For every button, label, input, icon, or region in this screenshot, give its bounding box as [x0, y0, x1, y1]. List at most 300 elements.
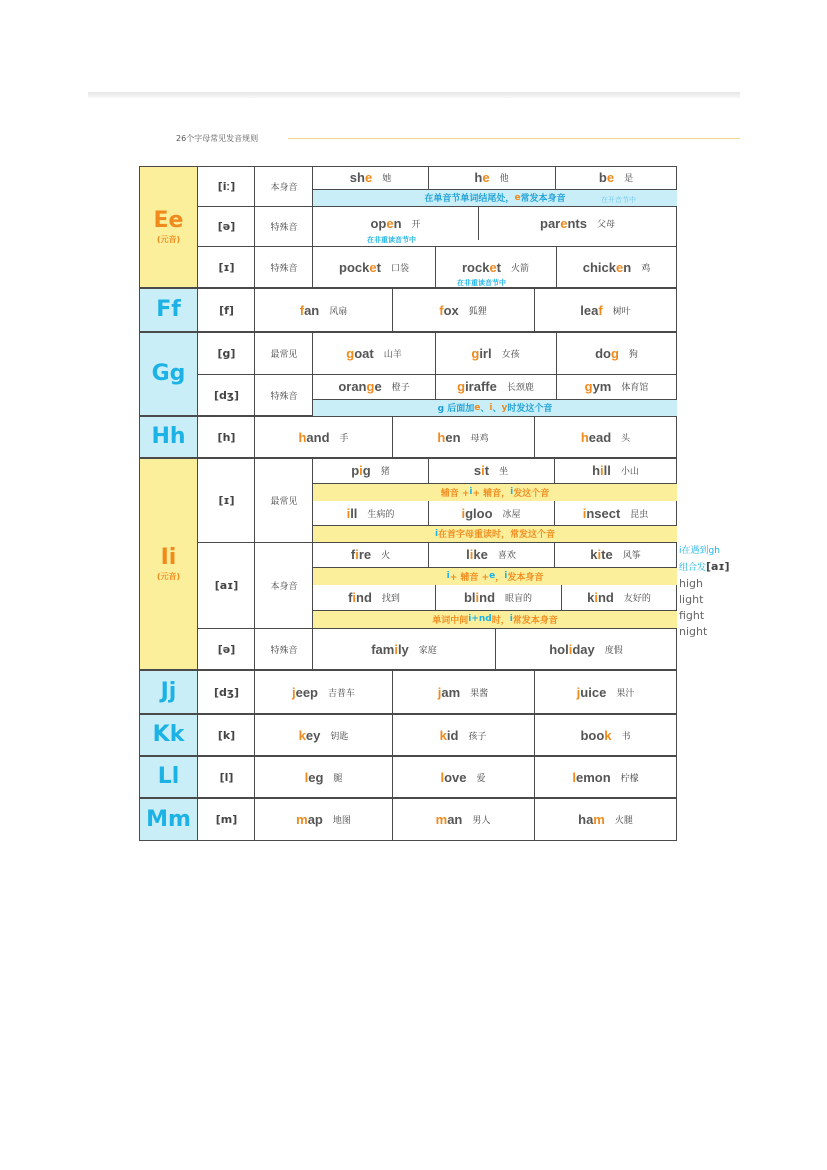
- rule-note: 在开音节中: [601, 196, 636, 204]
- highlighted-letter: i: [461, 505, 466, 521]
- chinese-meaning: 父母: [596, 219, 615, 230]
- english-word: fan: [299, 302, 320, 318]
- highlighted-letter: m: [296, 812, 308, 827]
- english-word: kid: [439, 727, 459, 743]
- word-example: [313, 374, 435, 399]
- band-text: 、: [480, 404, 490, 414]
- band-text: ，: [495, 572, 505, 583]
- chinese-meaning: 是: [624, 174, 634, 184]
- band-text: 在首字母重读时，常发这个音: [438, 530, 556, 540]
- ipa-symbol: [m]: [215, 813, 238, 826]
- chinese-meaning: 口袋: [390, 263, 409, 274]
- english-word: holiday: [549, 641, 595, 657]
- word-example: [554, 542, 677, 567]
- highlighted-letter: j: [437, 684, 442, 700]
- highlighted-letter: i: [600, 463, 604, 478]
- grid-line: [534, 714, 535, 756]
- grid-line: [428, 458, 429, 483]
- chinese-meaning: 山羊: [383, 349, 402, 360]
- chinese-meaning: 吉普车: [328, 688, 356, 699]
- grid-line: [392, 798, 393, 841]
- highlighted-letter: l: [440, 769, 445, 785]
- word-example: [255, 416, 392, 458]
- word-example: [392, 714, 534, 756]
- word-example: [554, 501, 677, 525]
- word-example: [554, 458, 677, 483]
- word-example: [534, 714, 677, 756]
- grid-line: [139, 332, 140, 416]
- word-example: [313, 585, 435, 610]
- side-note-word: high: [679, 577, 703, 590]
- chinese-meaning: 男人: [472, 816, 491, 826]
- highlighted-letter: i: [346, 505, 351, 521]
- grid-line: [534, 670, 535, 714]
- grid-line: [555, 166, 556, 189]
- word-example: [428, 542, 554, 567]
- grid-line: [554, 501, 555, 525]
- grid-line: [139, 458, 140, 670]
- word-example: [561, 585, 677, 610]
- highlighted-letter: i: [394, 641, 398, 657]
- grid-line: [392, 714, 393, 756]
- english-word: leaf: [580, 302, 603, 318]
- letter-glyph: Kk: [152, 722, 185, 747]
- english-word: find: [348, 590, 372, 605]
- highlighted-letter: e: [369, 259, 377, 275]
- grid-line: [534, 756, 535, 798]
- english-word: head: [580, 429, 612, 445]
- highlighted-letter: i: [597, 547, 602, 562]
- word-example: [556, 246, 677, 288]
- chinese-meaning: 火腿: [614, 816, 633, 826]
- word-example: [428, 166, 555, 189]
- letter-glyph: Mm: [146, 806, 191, 832]
- chinese-meaning: 小山: [620, 467, 639, 477]
- word-example: [313, 628, 495, 670]
- chinese-meaning: 爱: [476, 773, 486, 784]
- chinese-meaning: 果酱: [470, 688, 489, 699]
- grid-line: [534, 798, 535, 841]
- band-text: 、: [492, 404, 502, 414]
- highlighted-letter: i: [469, 547, 474, 562]
- grid-line: [554, 458, 555, 483]
- chinese-meaning: 长颈鹿: [506, 383, 534, 393]
- sound-type: 最常见: [270, 349, 298, 360]
- grid-line: [534, 416, 535, 458]
- word-example: [255, 670, 392, 714]
- highlighted-letter: h: [580, 429, 589, 445]
- side-note-text: 组合发: [679, 563, 707, 573]
- word-example: [255, 714, 392, 756]
- side-note-word: light: [679, 593, 704, 606]
- band-text: 发本身音: [507, 572, 544, 583]
- grid-line: [435, 585, 436, 610]
- letter-cell: [139, 288, 198, 332]
- band-text: i: [434, 528, 439, 539]
- heading-underline: [288, 138, 740, 139]
- letter-glyph: Jj: [160, 679, 177, 704]
- highlighted-letter: i: [582, 505, 587, 521]
- ipa-symbol: [h]: [217, 430, 236, 444]
- word-example: [392, 798, 534, 841]
- highlighted-letter: e: [364, 170, 373, 185]
- chinese-meaning: 友好的: [623, 594, 651, 604]
- chinese-meaning: 火: [381, 551, 391, 561]
- english-word: sit: [473, 463, 490, 478]
- english-word: jam: [437, 684, 461, 700]
- letter-cell: [139, 714, 198, 756]
- english-word: juice: [576, 684, 607, 700]
- word-example: [428, 458, 554, 483]
- grid-line: [435, 374, 436, 399]
- chinese-meaning: 书: [621, 731, 631, 742]
- band-text: i: [510, 487, 514, 497]
- english-word: dog: [595, 345, 619, 361]
- word-example: [313, 332, 435, 374]
- band-text: + 辅音，: [472, 488, 511, 499]
- english-word: fox: [439, 302, 459, 318]
- band-text: i: [489, 402, 493, 413]
- chinese-meaning: 他: [499, 174, 509, 184]
- ipa-symbol: [f]: [219, 303, 234, 317]
- grid-line: [139, 288, 140, 332]
- page-top-divider: [88, 92, 740, 98]
- ipa-symbol: [dʒ]: [214, 388, 239, 402]
- band-text: y: [501, 402, 508, 413]
- sound-type: 特殊音: [270, 222, 298, 233]
- sound-type: 特殊音: [270, 645, 298, 656]
- chinese-meaning: 狐狸: [468, 306, 487, 317]
- ipa-symbol: [ə]: [217, 642, 236, 656]
- letter-cell: [139, 166, 198, 288]
- highlighted-letter: j: [291, 684, 296, 700]
- chinese-meaning: 柠檬: [620, 773, 639, 784]
- band-text: 时发这个音: [507, 404, 553, 414]
- band-text: 常发本身音: [520, 194, 566, 204]
- english-word: girl: [471, 345, 492, 361]
- word-example: [556, 374, 677, 399]
- english-word: goat: [346, 345, 374, 361]
- band-text: e: [514, 192, 521, 203]
- letter-cell: [139, 458, 198, 670]
- grid-line: [435, 332, 436, 374]
- grid-line: [428, 542, 429, 567]
- highlighted-letter: e: [489, 259, 497, 275]
- english-word: igloo: [461, 505, 493, 521]
- english-word: insect: [582, 505, 621, 521]
- band-text: 发这个音: [513, 488, 550, 499]
- grid-line: [139, 166, 140, 288]
- grid-line: [313, 399, 677, 400]
- highlighted-letter: i: [568, 641, 573, 657]
- english-word: kind: [587, 590, 614, 605]
- word-example: [495, 628, 677, 670]
- english-word: key: [298, 727, 321, 743]
- grid-line: [139, 416, 140, 458]
- sound-type: 特殊音: [270, 391, 298, 402]
- grid-line: [495, 628, 496, 670]
- word-example: [534, 670, 677, 714]
- word-example: [255, 288, 392, 332]
- chinese-meaning: 树叶: [612, 306, 631, 317]
- letter-cell: [139, 756, 198, 798]
- vowel-tag: (元音): [156, 571, 181, 581]
- chinese-meaning: 家庭: [418, 645, 437, 656]
- highlighted-letter: i: [475, 590, 480, 605]
- grid-line: [428, 501, 429, 525]
- gh-side-note: [679, 543, 730, 640]
- highlighted-letter: i: [352, 590, 357, 605]
- word-example: [428, 501, 554, 525]
- sound-type: 特殊音: [270, 263, 298, 274]
- side-note-line: i在遇到gh: [679, 546, 720, 556]
- english-word: kite: [590, 547, 613, 562]
- grid-line: [534, 288, 535, 332]
- ipa-symbol: [g]: [217, 346, 236, 360]
- letter-glyph: Ee: [153, 207, 184, 233]
- sound-type: 本身音: [270, 182, 298, 193]
- chinese-meaning: 火箭: [511, 263, 530, 274]
- word-example: [313, 501, 428, 525]
- band-text: + 辅音 +: [449, 572, 490, 583]
- highlighted-letter: f: [299, 302, 305, 318]
- letter-glyph: Gg: [151, 361, 186, 386]
- rule-band: [313, 610, 677, 628]
- highlighted-letter: e: [386, 215, 394, 231]
- highlighted-letter: l: [572, 769, 576, 785]
- word-example: [255, 798, 392, 841]
- letter-glyph: Ll: [157, 764, 180, 789]
- english-word: fire: [350, 547, 372, 562]
- english-word: open: [370, 215, 402, 231]
- rule-note: 在非重读音节中: [457, 279, 506, 287]
- word-example: [392, 670, 534, 714]
- highlighted-letter: e: [560, 215, 568, 231]
- english-word: be: [598, 170, 615, 185]
- english-word: giraffe: [457, 379, 497, 394]
- english-word: leg: [304, 769, 324, 785]
- english-word: blind: [463, 590, 496, 605]
- grid-line: [435, 246, 436, 288]
- ipa-symbol: [l]: [219, 770, 234, 784]
- english-word: family: [371, 641, 409, 657]
- word-example: [534, 756, 677, 798]
- sound-type: 本身音: [270, 581, 298, 592]
- grid-line: [313, 567, 677, 568]
- word-example: [534, 288, 677, 332]
- highlighted-letter: h: [437, 429, 446, 445]
- band-text: 时，: [491, 615, 510, 626]
- side-note-word: fight: [679, 609, 705, 622]
- grid-line: [313, 189, 677, 190]
- word-example: [556, 332, 677, 374]
- english-word: gym: [584, 379, 612, 394]
- grid-line: [556, 374, 557, 399]
- band-text: e: [474, 402, 481, 413]
- highlighted-letter: k: [439, 727, 447, 743]
- chinese-meaning: 地图: [332, 816, 351, 826]
- word-example: [392, 288, 534, 332]
- english-word: hill: [592, 463, 611, 478]
- chinese-meaning: 坐: [499, 467, 509, 477]
- grid-line: [313, 483, 677, 484]
- letter-glyph: Ii: [160, 544, 177, 570]
- letter-cell: [139, 798, 198, 841]
- side-note-line: [679, 559, 730, 576]
- page-heading: 26个字母常见发音规则: [176, 134, 259, 143]
- highlighted-letter: g: [584, 379, 593, 394]
- rule-band: [313, 483, 677, 501]
- chinese-meaning: 腿: [333, 773, 343, 784]
- chinese-meaning: 风扇: [329, 306, 348, 317]
- highlighted-letter: l: [304, 769, 309, 785]
- grid-line: [392, 756, 393, 798]
- highlighted-letter: g: [457, 379, 466, 394]
- english-word: hen: [437, 429, 461, 445]
- grid-line: [556, 332, 557, 374]
- word-example: [392, 416, 534, 458]
- ipa-symbol: [ɪ]: [218, 260, 235, 274]
- chinese-meaning: 手: [339, 433, 349, 444]
- side-note-ipa: [aɪ]: [706, 560, 730, 573]
- highlighted-letter: f: [598, 302, 603, 318]
- rule-band: [313, 399, 677, 416]
- highlighted-letter: e: [606, 170, 615, 185]
- side-note-word: night: [679, 625, 708, 638]
- grid-line: [139, 798, 140, 841]
- phonics-table: [139, 166, 677, 841]
- letter-glyph: Hh: [151, 424, 186, 449]
- letter-cell: [139, 416, 198, 458]
- grid-line: [392, 670, 393, 714]
- grid-line: [561, 585, 562, 610]
- english-word: pig: [351, 463, 371, 478]
- chinese-meaning: 冰屋: [502, 509, 521, 520]
- english-word: he: [474, 170, 490, 185]
- chinese-meaning: 喜欢: [497, 551, 516, 561]
- english-word: book: [580, 727, 612, 743]
- grid-line: [313, 610, 677, 611]
- band-text: e: [489, 571, 496, 581]
- band-text: i: [446, 571, 450, 581]
- grid-line: [428, 166, 429, 189]
- word-example: [534, 416, 677, 458]
- highlighted-letter: g: [366, 379, 375, 394]
- word-example: [313, 458, 428, 483]
- ipa-symbol: [ə]: [217, 219, 236, 233]
- ipa-symbol: [aɪ]: [214, 578, 239, 592]
- word-example: [534, 798, 677, 841]
- english-word: chicken: [582, 259, 632, 275]
- band-text: 单词中间: [432, 615, 469, 626]
- chinese-meaning: 狗: [628, 349, 638, 360]
- highlighted-letter: h: [298, 429, 307, 445]
- band-text: 辅音 +: [440, 488, 470, 499]
- english-word: man: [435, 812, 463, 827]
- highlighted-letter: f: [439, 302, 444, 318]
- chinese-meaning: 果汁: [616, 688, 635, 699]
- highlighted-letter: g: [471, 345, 480, 361]
- word-example: [313, 246, 435, 288]
- word-example: [435, 332, 556, 374]
- word-example: [555, 166, 677, 189]
- chinese-meaning: 头: [621, 433, 631, 444]
- word-example: [478, 206, 677, 240]
- chinese-meaning: 昆虫: [630, 509, 649, 520]
- highlighted-letter: k: [604, 727, 612, 743]
- highlighted-letter: i: [481, 463, 485, 478]
- grid-line: [556, 246, 557, 288]
- word-example: [392, 756, 534, 798]
- band-text: 常发本身音: [512, 615, 558, 626]
- chinese-meaning: 她: [382, 174, 392, 184]
- english-word: lemon: [572, 769, 611, 785]
- word-example: [435, 374, 556, 399]
- english-word: she: [349, 170, 373, 185]
- letter-cell: [139, 670, 198, 714]
- english-word: ill: [346, 505, 358, 521]
- highlighted-letter: j: [576, 684, 581, 700]
- chinese-meaning: 鸡: [641, 263, 651, 274]
- chinese-meaning: 风筝: [622, 551, 641, 561]
- grid-line: [139, 670, 140, 714]
- band-text: 在单音节单词结尾处，: [424, 194, 515, 204]
- band-text: i+nd: [468, 614, 492, 624]
- highlighted-letter: e: [616, 259, 624, 275]
- chinese-meaning: 找到: [381, 594, 400, 604]
- english-word: map: [296, 812, 323, 827]
- highlighted-letter: k: [298, 727, 306, 743]
- ipa-symbol: [dʒ]: [214, 685, 239, 699]
- chinese-meaning: 眼盲的: [505, 594, 533, 604]
- english-word: jeep: [291, 684, 318, 700]
- rule-note: 在非重读音节中: [367, 236, 416, 244]
- english-word: hand: [298, 429, 330, 445]
- grid-line: [392, 288, 393, 332]
- grid-line: [554, 542, 555, 567]
- highlighted-letter: i: [359, 463, 363, 478]
- ipa-symbol: [ɪ]: [218, 493, 235, 507]
- grid-line: [139, 756, 140, 798]
- ipa-symbol: [iː]: [217, 179, 236, 193]
- rule-band: [313, 567, 677, 585]
- band-text: i: [509, 614, 513, 624]
- highlighted-letter: i: [594, 590, 598, 605]
- word-example: [313, 542, 428, 567]
- chinese-meaning: 女孩: [501, 349, 520, 360]
- chinese-meaning: 孩子: [468, 731, 487, 742]
- english-word: orange: [338, 379, 382, 394]
- chinese-meaning: 母鸡: [470, 433, 489, 444]
- highlighted-letter: i: [355, 547, 359, 562]
- english-word: ham: [578, 812, 605, 827]
- english-word: like: [466, 547, 488, 562]
- english-word: parents: [540, 215, 587, 231]
- grid-line: [139, 714, 140, 756]
- grid-line: [313, 525, 677, 526]
- band-text: i: [504, 571, 508, 581]
- chinese-meaning: 橙子: [391, 383, 410, 393]
- band-text: g 后面加: [437, 404, 475, 414]
- word-example: [435, 585, 561, 610]
- highlighted-letter: e: [482, 170, 490, 185]
- chinese-meaning: 开: [411, 219, 421, 230]
- english-word: love: [440, 769, 467, 785]
- letter-cell: [139, 332, 198, 416]
- chinese-meaning: 度假: [604, 645, 623, 656]
- highlighted-letter: g: [610, 345, 619, 361]
- highlighted-letter: m: [435, 812, 448, 827]
